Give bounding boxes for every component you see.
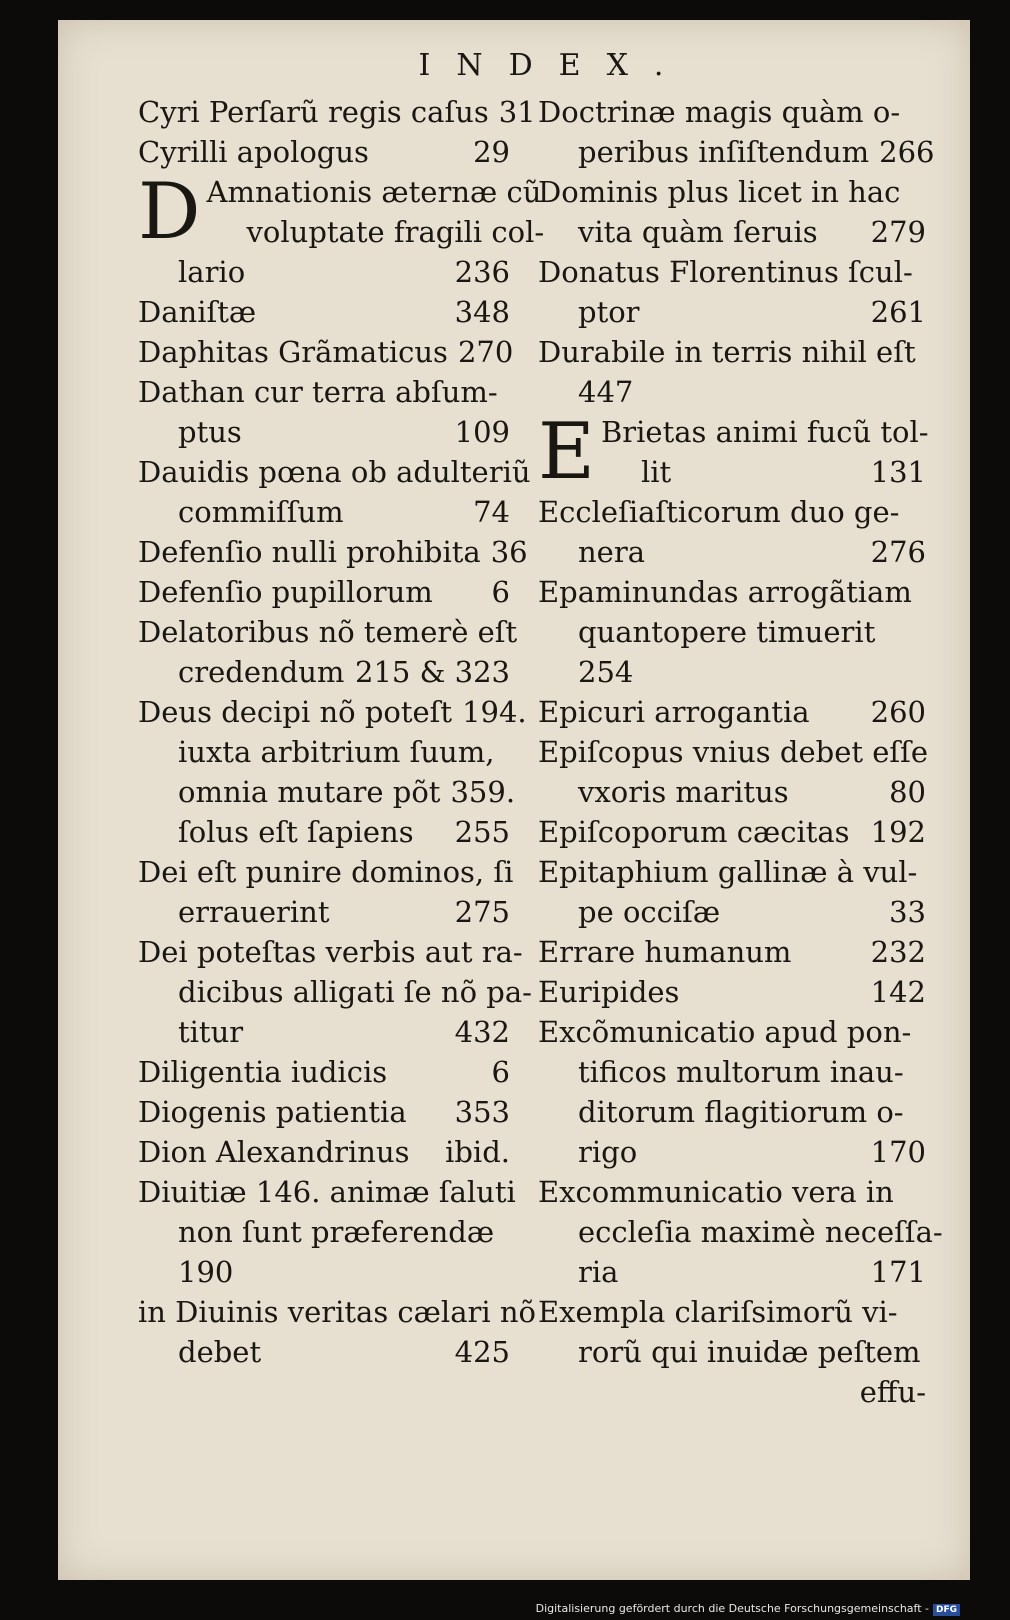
index-entry-line bbox=[207, 212, 545, 252]
index-entry-line bbox=[138, 372, 510, 412]
page-reference: 33 bbox=[889, 895, 926, 929]
page-reference: 432 bbox=[454, 1015, 510, 1049]
entry-text: non ſunt præferendæ bbox=[178, 1215, 495, 1249]
credit-text: Digitalisierung gefördert durch die Deutsche Forschungsgemeinschaft - bbox=[535, 1602, 929, 1615]
entry-text: Cyrilli apologus bbox=[138, 135, 369, 169]
entry-text: Dathan cur terra abſum- bbox=[138, 375, 498, 409]
entry-text: Dion Alexandrinus bbox=[138, 1135, 410, 1169]
index-entry-line bbox=[538, 492, 926, 532]
page-reference: 109 bbox=[454, 415, 510, 449]
index-entry-line bbox=[538, 1212, 943, 1252]
page-reference bbox=[916, 1292, 926, 1332]
index-entry-line bbox=[138, 1292, 536, 1332]
index-entry-line bbox=[138, 692, 527, 732]
entry-text: Errare humanum bbox=[538, 935, 792, 969]
index-entry-line bbox=[538, 1172, 926, 1212]
entry-text: credendum bbox=[178, 655, 345, 689]
page-reference bbox=[517, 612, 527, 652]
page-reference: 142 bbox=[870, 975, 926, 1009]
page-reference bbox=[916, 372, 926, 412]
page-reference bbox=[516, 1172, 526, 1212]
entry-text: voluptate fragili col- bbox=[246, 215, 545, 249]
index-entry-line bbox=[538, 1292, 926, 1332]
index-entry-line bbox=[538, 1092, 926, 1132]
index-entry-line bbox=[138, 1092, 510, 1132]
index-entry-line bbox=[206, 172, 542, 212]
page-reference bbox=[500, 372, 510, 412]
entry-text: Dauidis pœna ob adulteriũ bbox=[138, 455, 531, 489]
page-reference: 192 bbox=[870, 815, 926, 849]
page-reference: 74 bbox=[473, 495, 510, 529]
entry-text: Daphitas Grãmaticus bbox=[138, 335, 448, 369]
dfg-logo: DFG bbox=[933, 1604, 960, 1616]
index-entry-line bbox=[538, 972, 926, 1012]
page-reference: 29 bbox=[473, 135, 510, 169]
index-entry-line bbox=[138, 772, 516, 812]
entry-text: Diligentia iudicis bbox=[138, 1055, 388, 1089]
entry-text: peribus inſiſtendum bbox=[578, 135, 870, 169]
index-entry-line bbox=[538, 1052, 926, 1092]
page-reference: 255 bbox=[454, 815, 510, 849]
index-entry-line bbox=[538, 1332, 926, 1372]
page-reference: ibid. bbox=[445, 1135, 510, 1169]
page-reference bbox=[916, 1012, 926, 1052]
entry-text: Cyri Perſarũ regis caſus bbox=[138, 95, 489, 129]
entry-text: 190 bbox=[178, 1255, 234, 1289]
page-reference: 276 bbox=[870, 535, 926, 569]
entry-text: dicibus alligati ſe nõ pa- bbox=[178, 975, 532, 1009]
entry-text: commiſſum bbox=[178, 495, 344, 529]
index-entry-line bbox=[538, 532, 926, 572]
page-reference: 215 & 323 bbox=[355, 655, 510, 689]
index-entry-line bbox=[538, 732, 929, 772]
page-reference bbox=[500, 732, 510, 772]
page-reference: 170 bbox=[870, 1135, 926, 1169]
page-reference: 279 bbox=[870, 215, 926, 249]
index-entry-line bbox=[138, 652, 510, 692]
page-reference bbox=[943, 1212, 953, 1252]
entry-text: Eccleſiaſticorum duo ge- bbox=[538, 495, 900, 529]
entry-text: Defenſio nulli prohibita bbox=[138, 535, 481, 569]
entry-text: rigo bbox=[578, 1135, 638, 1169]
index-entry-line bbox=[138, 1052, 510, 1092]
entry-text: nera bbox=[578, 535, 645, 569]
entry-text: 254 bbox=[578, 655, 634, 689]
index-entry-line bbox=[538, 292, 926, 332]
page-reference bbox=[916, 652, 926, 692]
page-reference: 31 bbox=[498, 95, 536, 129]
index-entry-line bbox=[138, 292, 510, 332]
index-entry-line bbox=[538, 612, 926, 652]
index-entry-line bbox=[138, 132, 510, 172]
entry-text: Epitaphium gallinæ à vul- bbox=[538, 855, 918, 889]
index-entry-line bbox=[538, 892, 926, 932]
page-reference bbox=[916, 332, 926, 372]
index-entry-line bbox=[138, 92, 536, 132]
index-entry-line bbox=[538, 1132, 926, 1172]
page-reference bbox=[916, 492, 926, 532]
entry-text: Doctrinæ magis quàm o- bbox=[538, 95, 901, 129]
index-entry-line bbox=[138, 332, 514, 372]
entry-text: errauerint bbox=[178, 895, 330, 929]
entry-text: iuxta arbitrium ſuum, bbox=[178, 735, 495, 769]
index-entry-line bbox=[538, 172, 926, 212]
page-reference: 171 bbox=[870, 1255, 926, 1289]
page-reference bbox=[916, 92, 926, 132]
entry-text: lit bbox=[640, 455, 672, 489]
entry-text: Epiſcopus vnius debet eſſe bbox=[538, 735, 929, 769]
index-entry-line bbox=[600, 412, 929, 452]
page-reference bbox=[917, 852, 927, 892]
page-reference: 260 bbox=[870, 695, 926, 729]
index-entry-line bbox=[138, 852, 514, 892]
index-entry-line bbox=[538, 1252, 926, 1292]
page-reference bbox=[928, 732, 938, 772]
index-entry-line bbox=[138, 252, 510, 292]
page-reference bbox=[523, 932, 533, 972]
index-entry-line bbox=[138, 492, 510, 532]
page-reference bbox=[916, 572, 926, 612]
index-entry-line bbox=[138, 452, 531, 492]
entry-text: titur bbox=[178, 1015, 244, 1049]
page-reference bbox=[513, 852, 523, 892]
entry-text: Deus decipi nõ poteſt bbox=[138, 695, 453, 729]
page-reference: 348 bbox=[454, 295, 510, 329]
entry-text: Diuitiæ 146. animæ ſaluti bbox=[138, 1175, 516, 1209]
index-entry-line bbox=[138, 972, 532, 1012]
index-entry-line bbox=[538, 332, 926, 372]
entry-text: tificos multorum inau- bbox=[578, 1055, 904, 1089]
entry-text: Exempla clariſsimorũ vi- bbox=[538, 1295, 898, 1329]
page-reference: 236 bbox=[454, 255, 510, 289]
page-reference bbox=[916, 252, 926, 292]
index-entry-line bbox=[138, 892, 510, 932]
index-entry-line bbox=[538, 252, 926, 292]
entry-text: vxoris maritus bbox=[578, 775, 789, 809]
book-page bbox=[58, 20, 970, 1580]
page-reference: effu- bbox=[859, 1375, 926, 1409]
index-entry-line bbox=[538, 1372, 926, 1412]
entry-text: ria bbox=[578, 1255, 619, 1289]
index-entry-line bbox=[138, 1172, 516, 1212]
entry-text: Excõmunicatio apud pon- bbox=[538, 1015, 912, 1049]
page-header: INDEX. bbox=[418, 48, 690, 83]
entry-text: Diogenis patientia bbox=[138, 1095, 407, 1129]
entry-text: Daniſtæ bbox=[138, 295, 257, 329]
index-column-left bbox=[138, 92, 545, 1372]
page-reference bbox=[929, 412, 939, 452]
index-entry-line bbox=[138, 572, 510, 612]
entry-text: Dei poteſtas verbis aut ra- bbox=[138, 935, 523, 969]
entry-text: debet bbox=[178, 1335, 262, 1369]
page-reference: 36 bbox=[490, 535, 528, 569]
index-entry-line bbox=[138, 532, 528, 572]
index-entry-line bbox=[538, 812, 926, 852]
index-entry-line bbox=[538, 572, 926, 612]
page-reference: 266 bbox=[879, 135, 935, 169]
entry-text: Defenſio pupillorum bbox=[138, 575, 433, 609]
entry-text: rorũ qui inuidæ peſtem bbox=[578, 1335, 921, 1369]
entry-text: Euripides bbox=[538, 975, 680, 1009]
entry-text: ſolus eſt ſapiens bbox=[178, 815, 414, 849]
page-reference: 425 bbox=[454, 1335, 510, 1369]
page-reference bbox=[916, 1052, 926, 1092]
index-entry-line bbox=[538, 652, 926, 692]
page-reference: 359. bbox=[450, 775, 516, 809]
entry-text: Epaminundas arrogãtiam bbox=[538, 575, 912, 609]
index-entry-line bbox=[138, 732, 510, 772]
entry-text: Delatoribus nõ temerè eſt bbox=[138, 615, 518, 649]
page-reference: 232 bbox=[870, 935, 926, 969]
index-entry-line bbox=[138, 812, 510, 852]
entry-text: 447 bbox=[578, 375, 634, 409]
page-reference: 194. bbox=[462, 695, 527, 729]
index-entry-line bbox=[538, 92, 926, 132]
page-reference bbox=[916, 612, 926, 652]
index-entry-line bbox=[138, 932, 523, 972]
page-reference bbox=[916, 1172, 926, 1212]
entry-text: eccleſia maximè neceſſa- bbox=[578, 1215, 943, 1249]
page-reference bbox=[916, 172, 926, 212]
page-reference bbox=[916, 1092, 926, 1132]
index-entry-line bbox=[138, 1212, 510, 1252]
page-reference bbox=[921, 1332, 931, 1372]
drop-capital: E bbox=[538, 407, 595, 497]
index-entry-line bbox=[138, 612, 518, 652]
page-reference: 353 bbox=[454, 1095, 510, 1129]
page-reference bbox=[500, 1212, 510, 1252]
entry-text: ptor bbox=[578, 295, 640, 329]
index-entry-line bbox=[138, 1132, 510, 1172]
entry-text: Amnationis æternæ cũ bbox=[206, 175, 542, 209]
index-column-right bbox=[538, 92, 943, 1412]
page-reference: 80 bbox=[889, 775, 926, 809]
entry-text: ditorum flagitiorum o- bbox=[578, 1095, 904, 1129]
entry-text: Durabile in terris nihil eſt bbox=[538, 335, 916, 369]
index-entry-line bbox=[538, 212, 926, 252]
entry-text: Excommunicatio vera in bbox=[538, 1175, 894, 1209]
index-entry-line bbox=[538, 372, 926, 412]
page-reference bbox=[500, 1252, 510, 1292]
page-reference: 270 bbox=[457, 335, 514, 369]
index-entry-line bbox=[538, 132, 935, 172]
index-entry-line bbox=[538, 1012, 926, 1052]
entry-text: quantopere timuerit bbox=[578, 615, 876, 649]
index-entry-line bbox=[538, 692, 926, 732]
page-reference: 261 bbox=[870, 295, 926, 329]
index-entry-line bbox=[138, 1012, 510, 1052]
page-reference: 6 bbox=[491, 1055, 510, 1089]
digitization-credit bbox=[536, 1602, 960, 1616]
entry-text: ptus bbox=[178, 415, 242, 449]
entry-text: vita quàm ſeruis bbox=[578, 215, 818, 249]
index-entry-line bbox=[138, 412, 510, 452]
entry-text: pe occiſæ bbox=[578, 895, 721, 929]
index-entry-line bbox=[601, 452, 926, 492]
entry-text: in Diuinis veritas cælari nõ bbox=[138, 1295, 536, 1329]
index-entry-line bbox=[138, 1252, 510, 1292]
entry-text: Dei eſt punire dominos, ſi bbox=[138, 855, 514, 889]
page-reference: 275 bbox=[454, 895, 510, 929]
index-entry-line bbox=[538, 932, 926, 972]
page-reference: 6 bbox=[491, 575, 510, 609]
entry-text: Dominis plus licet in hac bbox=[538, 175, 901, 209]
index-entry-line bbox=[538, 852, 926, 892]
index-entry-line bbox=[138, 1332, 510, 1372]
entry-text: Brietas animi fucũ tol- bbox=[600, 415, 929, 449]
entry-text: lario bbox=[178, 255, 246, 289]
drop-capital: D bbox=[138, 167, 201, 257]
entry-text: Epicuri arrogantia bbox=[538, 695, 810, 729]
entry-text: omnia mutare põt bbox=[178, 775, 441, 809]
page-reference: 131 bbox=[870, 455, 926, 489]
entry-text: Epiſcoporum cæcitas bbox=[538, 815, 850, 849]
index-entry-line bbox=[538, 772, 926, 812]
entry-text: Donatus Florentinus ſcul- bbox=[538, 255, 913, 289]
